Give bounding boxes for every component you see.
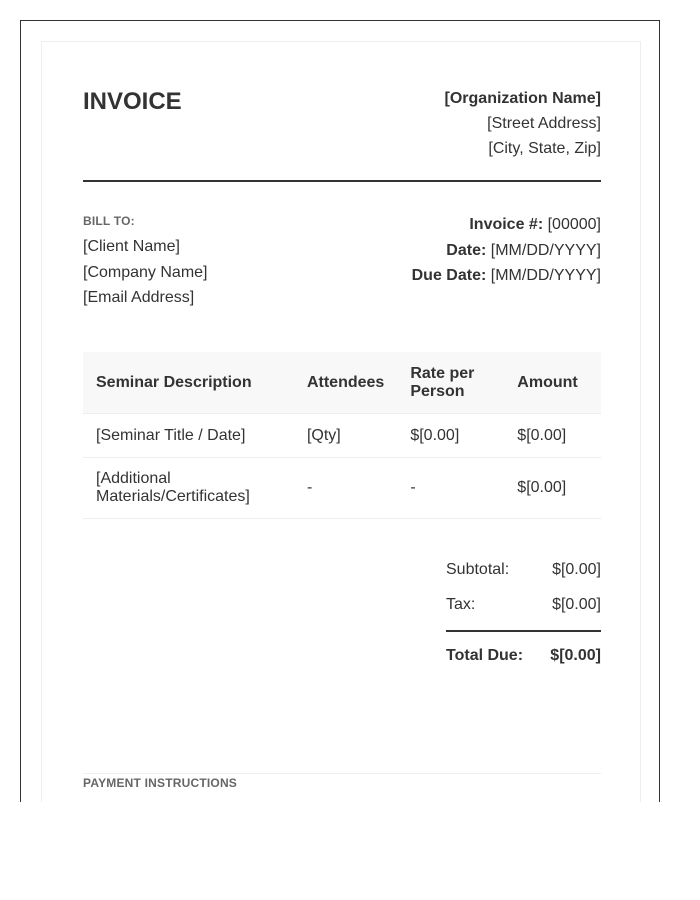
invoice-date-value: [MM/DD/YYYY] xyxy=(490,241,601,259)
invoice-number-row xyxy=(412,212,601,238)
total-due-label: Total Due: xyxy=(446,647,524,664)
cell-rate: $[0.00] xyxy=(397,414,504,458)
subtotal-label: Subtotal: xyxy=(446,561,510,578)
organization-block xyxy=(445,86,601,161)
subtotal-row xyxy=(446,552,601,587)
cell-attendees: [Qty] xyxy=(294,414,397,458)
header-amount: Amount xyxy=(504,352,601,414)
invoice-number-label: Invoice #: xyxy=(469,216,544,233)
tax-label: Tax: xyxy=(446,596,476,613)
invoice-header xyxy=(83,86,601,186)
company-name: [Company Name] xyxy=(83,263,208,281)
organization-name: [Organization Name] xyxy=(444,90,601,107)
payment-divider xyxy=(83,773,601,774)
tax-row xyxy=(446,587,601,622)
invoice-page xyxy=(41,41,641,802)
cell-description: [Seminar Title / Date] xyxy=(83,414,294,458)
bill-to-label: BILL TO: xyxy=(83,214,135,228)
header-description: Seminar Description xyxy=(83,352,294,414)
table-row xyxy=(83,458,601,519)
due-date-value: [MM/DD/YYYY] xyxy=(490,267,601,284)
email-address: [Email Address] xyxy=(83,289,195,306)
tax-value: $[0.00] xyxy=(552,596,601,613)
invoice-date-label: Date: xyxy=(446,241,487,259)
due-date-row xyxy=(412,263,601,289)
header-divider xyxy=(83,180,601,182)
due-date-label: Due Date: xyxy=(411,267,487,284)
totals-block xyxy=(446,552,601,673)
invoice-title: INVOICE xyxy=(83,88,182,115)
invoice-number-value: [00000] xyxy=(547,216,601,233)
total-due-value: $[0.00] xyxy=(550,647,601,664)
cell-attendees: - xyxy=(294,458,397,519)
subtotal-value: $[0.00] xyxy=(552,561,601,578)
table-row xyxy=(83,414,601,458)
payment-instructions-label: PAYMENT INSTRUCTIONS xyxy=(83,776,238,790)
line-items-table xyxy=(83,352,601,519)
cell-amount: $[0.00] xyxy=(504,458,601,519)
total-due-row xyxy=(446,638,601,673)
organization-street: [Street Address] xyxy=(487,115,601,132)
header-attendees: Attendees xyxy=(294,352,397,414)
organization-city: [City, State, Zip] xyxy=(488,140,601,157)
invoice-date-row xyxy=(412,238,601,264)
cell-description: [Additional Materials/Certificates] xyxy=(83,458,294,519)
cell-amount: $[0.00] xyxy=(504,414,601,458)
invoice-meta-block xyxy=(412,212,601,289)
document-frame xyxy=(20,20,660,802)
header-rate: Rate per Person xyxy=(397,352,504,414)
client-name: [Client Name] xyxy=(83,238,180,255)
cell-rate: - xyxy=(397,458,504,519)
totals-divider xyxy=(446,630,601,632)
table-header-row xyxy=(83,352,601,414)
bill-to-block xyxy=(83,214,208,311)
